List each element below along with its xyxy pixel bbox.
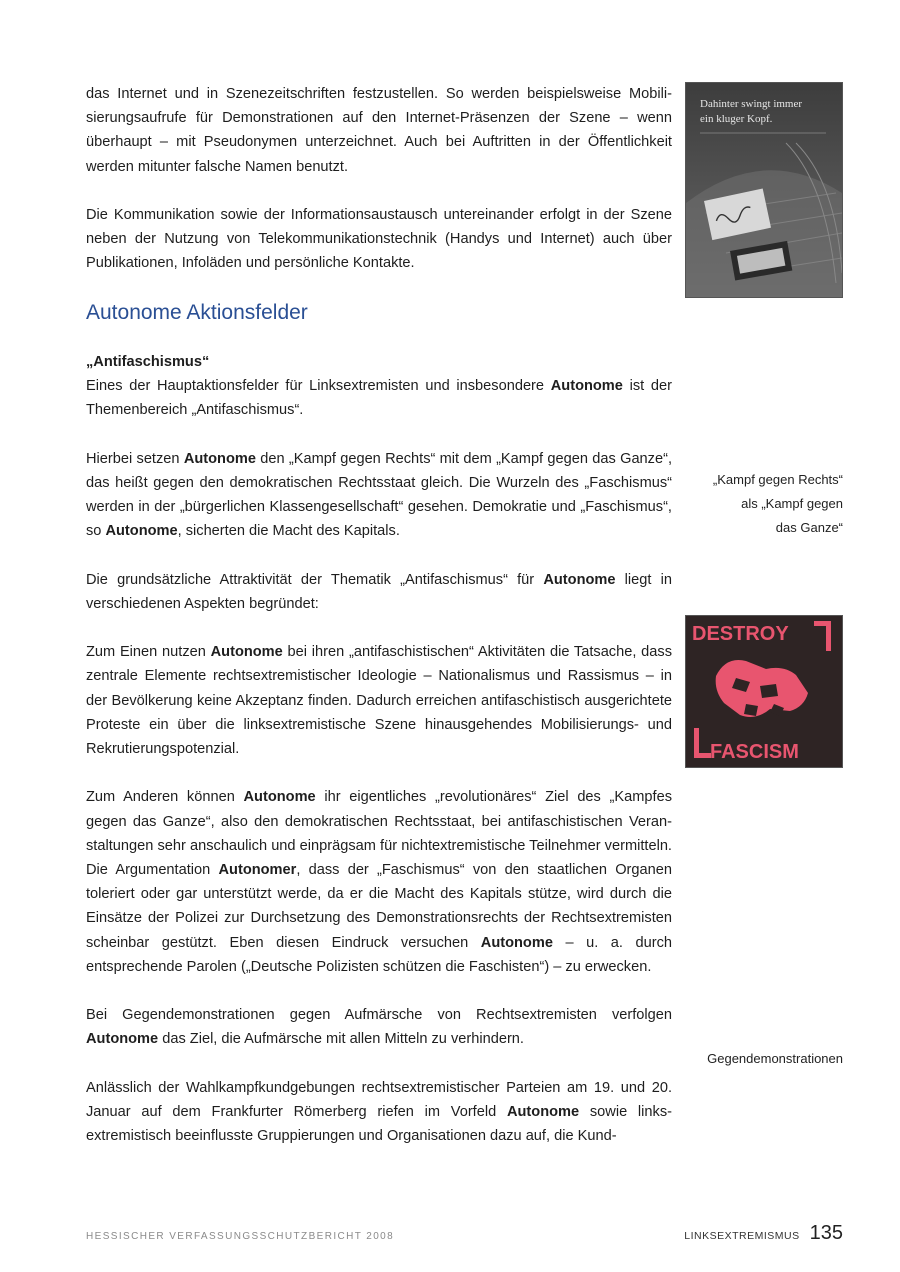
text-run: Bei Gegendemonstrationen gegen Aufmärsche von Rechtsextremisten verfolgen (86, 1007, 672, 1024)
text-run: , sicherten die Macht des Kapitals. (177, 523, 400, 540)
side-note-line: als „Kampf gegen (741, 496, 843, 512)
poster-bottom-text: FASCISM (710, 741, 799, 763)
bold-term: Autonome (183, 450, 256, 467)
text-run: , dass der „Faschismus“ von den staatlichen Organen toleriert oder gar unterstützt werde, da er die Macht des Kapitals stütze, wird durch die Einsätze der Polizei zur Durchsetzung des Demonstrationsrechts der Rechtsextremisten scheinbar gestützt. Eben diesen Eindruck versuchen (86, 862, 672, 951)
paragraph (86, 447, 672, 544)
text-run: den „Kampf gegen Rechts“ mit dem „Kampf gegen das Ganze“, das heißt gegen den demokratischen Rechtsstaat gleich. Die Wurzeln des „Faschismus“ werden in der „bürgerlichen Klassengesellschaft“ gesehen. Demokratie und „Faschismus“, so (86, 450, 672, 540)
bold-term: Autonome (550, 378, 623, 394)
side-note-line: Gegendemonstrationen (707, 1051, 843, 1066)
subheading: „Antifaschismus“ (86, 353, 210, 370)
text-run: ist der Themenbereich „Antifaschismus“. (86, 378, 673, 419)
paragraph (86, 640, 672, 761)
text-run: das Ziel, die Aufmärsche mit allen Mitteln zu verhindern. (158, 1031, 524, 1048)
body-paragraphs (86, 374, 672, 1148)
poster-top-text: DESTROY (692, 623, 789, 645)
text-run: ihr eigentliches „revolutionäres“ Ziel des „Kampfes gegen das Ganze“, also den demokratischen Rechtsstaat, bei antifaschistischen Veranstaltungen sehr anschaulich und einprägsam für nichtextremistische Teilnehmer vermitteln. Die Argumentation (86, 789, 672, 878)
text-run: das Internet und in Szenezeitschriften festzustellen. So werden beispielsweise Mobilisierungsaufrufe für Demonstrationen auf den Internet-Präsenzen der Szene – wenn überhaupt – mit Pseudonymen unterzeichnet. Auch bei Auftritten in der Öffentlichkeit werden mitunter falsche Namen benutzt. (86, 86, 672, 175)
bold-term: Autonomer (218, 862, 297, 878)
bold-term: Autonome (480, 934, 553, 951)
footer-right (684, 1222, 843, 1245)
book-cover-image (685, 82, 843, 298)
text-run: Zum Einen nutzen (86, 644, 211, 661)
main-text-column (86, 82, 672, 1148)
destroy-fascism-poster-image (685, 615, 843, 768)
text-run: sowie linksextremistisch beeinflusste Gruppierungen und Organisationen dazu auf, die Kund- (86, 1104, 672, 1145)
bold-term: Autonome (506, 1104, 580, 1120)
section-heading: Autonome Aktionsfelder (86, 300, 308, 324)
text-run: – u. a. durch entsprechende Parolen („Deutsche Polizisten schützen die Faschisten“) – zu erwecken. (86, 934, 672, 975)
paragraph (86, 203, 672, 276)
paragraph (86, 785, 672, 979)
bold-term: Autonome (543, 571, 616, 588)
side-note-line: das Ganze“ (775, 520, 843, 536)
book-cover-illustration (686, 83, 842, 297)
paragraph (86, 1076, 672, 1149)
text-run: Zum Anderen können (86, 789, 244, 806)
text-run: Hierbei setzen (86, 450, 184, 467)
side-note-line: „Kampf gegen Rechts“ (712, 472, 843, 487)
paragraph (86, 568, 672, 616)
text-run: Die Kommunikation sowie der Informationsaustausch untereinander erfolgt in der Szene neben der Nutzung von Telekommunikationstechnik (Handys und Internet) auch über Publikationen, Infoläden und persönliche Kontakte. (86, 207, 672, 272)
text-run: Anlässlich der Wahlkampfkundgebungen rechtsextremistischer Parteien am 19. und 20. Januar auf dem Frankfurter Römerberg riefen im Vorfeld (86, 1079, 672, 1120)
paragraph (86, 82, 672, 179)
bold-term: Autonome (210, 644, 283, 661)
paragraph (86, 374, 672, 422)
bold-term: Autonome (86, 1031, 159, 1048)
side-note-kampf (693, 468, 843, 541)
text-run: Die grundsätzliche Attraktivität der Thematik „Antifaschismus“ für (86, 571, 544, 588)
page-number: 135 (809, 1222, 843, 1244)
cover-title-line2: ein kluger Kopf. (700, 113, 773, 125)
poster-illustration (686, 616, 842, 767)
paragraph (86, 1003, 672, 1051)
footer-section-name: LINKSEXTREMISMUS (684, 1230, 800, 1242)
cover-title-line1: Dahinter swingt immer (700, 98, 803, 110)
intro-paragraphs (86, 82, 672, 276)
bold-term: Autonome (105, 523, 178, 540)
text-run: Eines der Hauptaktionsfelder für Linksextremisten und insbesondere (86, 378, 551, 394)
text-run: liegt in verschiedenen Aspekten begründet: (86, 571, 672, 612)
text-run: bei ihren „antifaschistischen“ Aktivitäten die Tatsache, dass zentrale Elemente rechtsextremistischer Ideologie – Nationalismus und Rassismus – in der Bevölkerung keine Akzeptanz finden. Dadurch erreichen antifaschistisch ausgerichtete Proteste ein über die linksextremistische Szene hinausgehendes Mobilisierungs- und Rekrutierungspotenzial. (86, 644, 672, 757)
bold-term: Autonome (243, 789, 316, 806)
footer-publication-title: HESSISCHER VERFASSUNGSSCHUTZBERICHT 2008 (86, 1231, 395, 1242)
side-note-gegendemonstrationen (693, 1047, 843, 1071)
